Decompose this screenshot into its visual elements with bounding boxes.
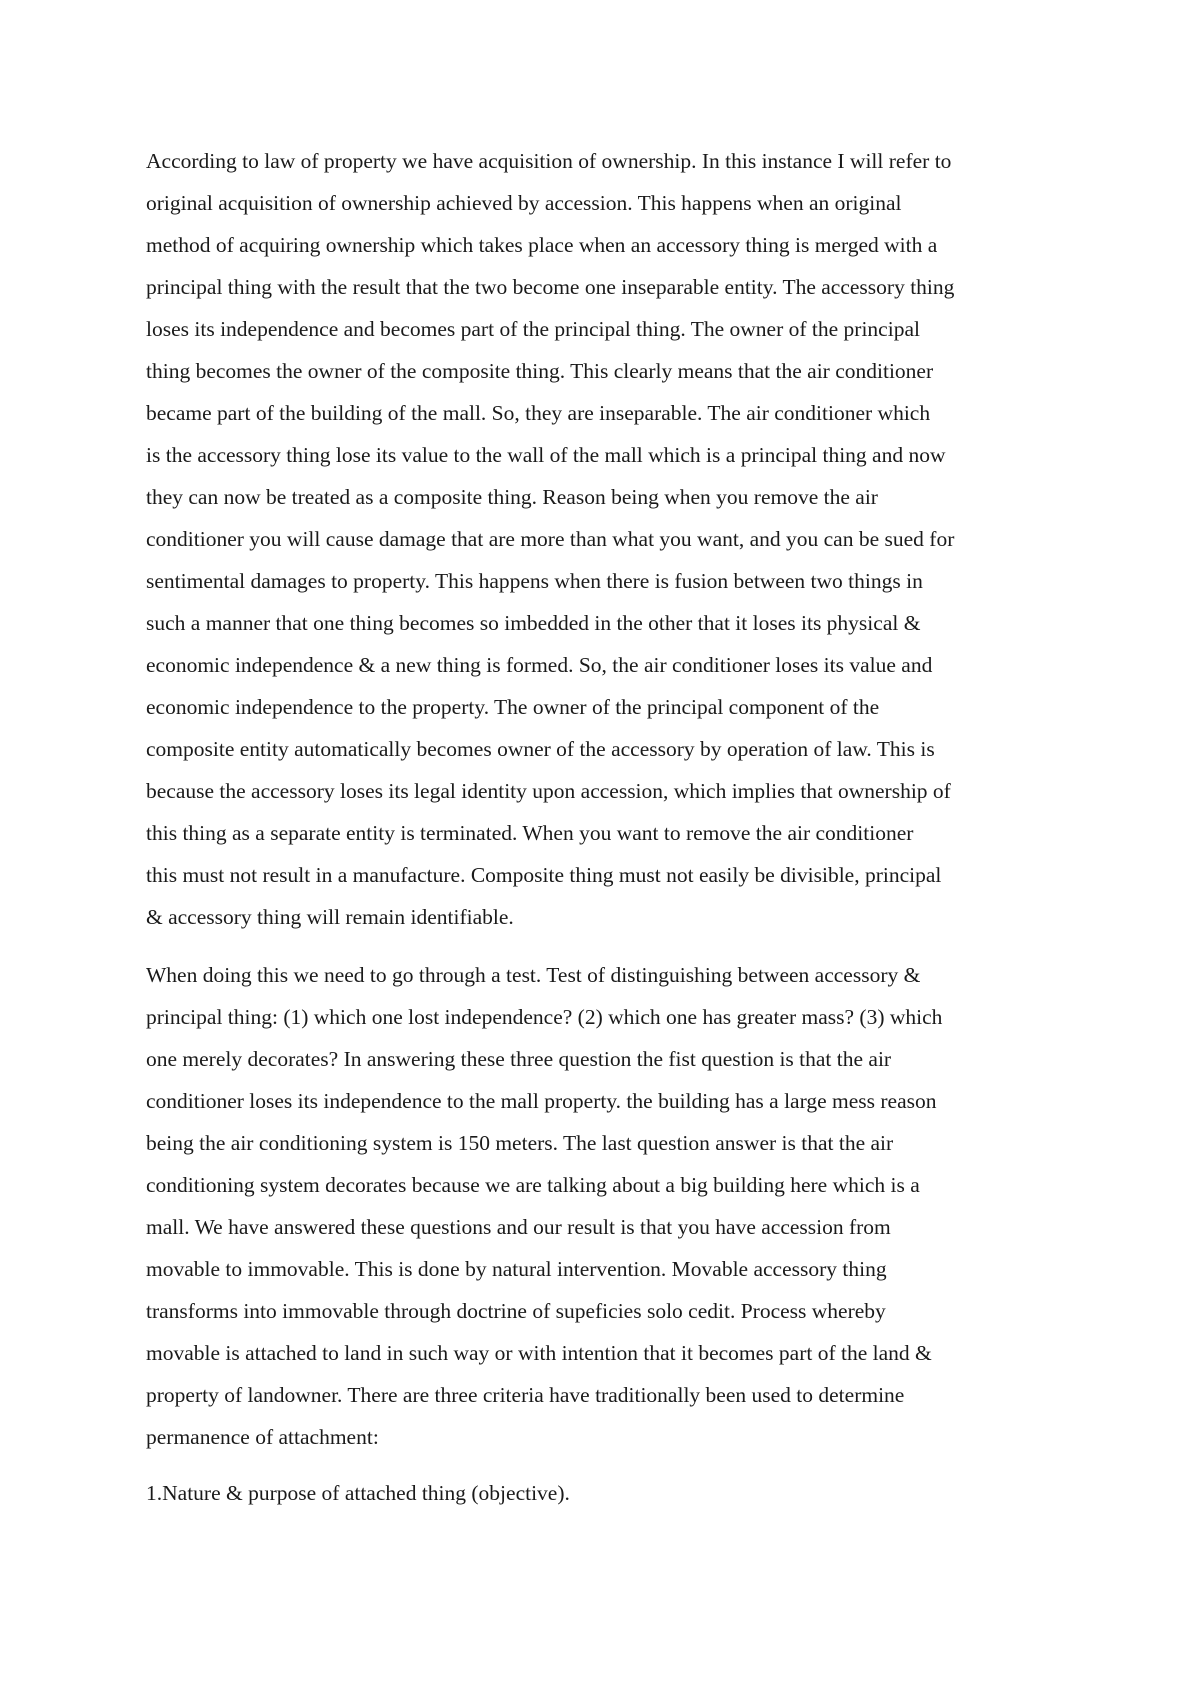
paragraph-accession <box>146 140 1076 938</box>
text-line: According to law of property we have acquisition of ownership. In this instance I will refer to <box>146 149 952 173</box>
text-line: became part of the building of the mall. So, they are inseparable. The air conditioner which <box>146 401 931 425</box>
text-line: conditioning system decorates because we are talking about a big building here which is a <box>146 1173 920 1197</box>
paragraph-test <box>146 954 1076 1458</box>
text-line: being the air conditioning system is 150 meters. The last question answer is that the air <box>146 1131 894 1155</box>
text-line: When doing this we need to go through a test. Test of distinguishing between accessory & <box>146 963 921 987</box>
text-line: because the accessory loses its legal identity upon accession, which implies that ownership of <box>146 779 951 803</box>
text-line: movable is attached to land in such way or with intention that it becomes part of the land & <box>146 1341 932 1365</box>
text-line: permanence of attachment: <box>146 1425 379 1449</box>
text-line: thing becomes the owner of the composite thing. This clearly means that the air conditioner <box>146 359 934 383</box>
document-body <box>146 140 1076 1514</box>
text-line: this must not result in a manufacture. Composite thing must not easily be divisible, principal <box>146 863 942 887</box>
text-line: such a manner that one thing becomes so imbedded in the other that it loses its physical & <box>146 611 921 635</box>
text-line: principal thing with the result that the two become one inseparable entity. The accessory thing <box>146 275 955 299</box>
text-line: economic independence to the property. The owner of the principal component of the <box>146 695 880 719</box>
text-line: property of landowner. There are three criteria have traditionally been used to determine <box>146 1383 905 1407</box>
text-line: method of acquiring ownership which takes place when an accessory thing is merged with a <box>146 233 938 257</box>
text-line: one merely decorates? In answering these three question the fist question is that the air <box>146 1047 892 1071</box>
text-line: mall. We have answered these questions and our result is that you have accession from <box>146 1215 891 1239</box>
text-line: transforms into immovable through doctrine of supeficies solo cedit. Process whereby <box>146 1299 886 1323</box>
text-line: this thing as a separate entity is terminated. When you want to remove the air conditioner <box>146 821 914 845</box>
text-line: they can now be treated as a composite thing. Reason being when you remove the air <box>146 485 878 509</box>
text-line: sentimental damages to property. This happens when there is fusion between two things in <box>146 569 923 593</box>
list-item-nature-purpose: 1.Nature & purpose of attached thing (objective). <box>146 1481 570 1505</box>
text-line: conditioner you will cause damage that are more than what you want, and you can be sued for <box>146 527 955 551</box>
text-line: loses its independence and becomes part of the principal thing. The owner of the principal <box>146 317 920 341</box>
text-line: movable to immovable. This is done by natural intervention. Movable accessory thing <box>146 1257 887 1281</box>
text-line: principal thing: (1) which one lost independence? (2) which one has greater mass? (3) which <box>146 1005 943 1029</box>
text-line: is the accessory thing lose its value to the wall of the mall which is a principal thing and now <box>146 443 946 467</box>
text-line: & accessory thing will remain identifiable. <box>146 905 514 929</box>
text-line: composite entity automatically becomes owner of the accessory by operation of law. This is <box>146 737 935 761</box>
text-line: economic independence & a new thing is formed. So, the air conditioner loses its value and <box>146 653 933 677</box>
text-line: original acquisition of ownership achieved by accession. This happens when an original <box>146 191 902 215</box>
text-line: conditioner loses its independence to the mall property. the building has a large mess reason <box>146 1089 937 1113</box>
